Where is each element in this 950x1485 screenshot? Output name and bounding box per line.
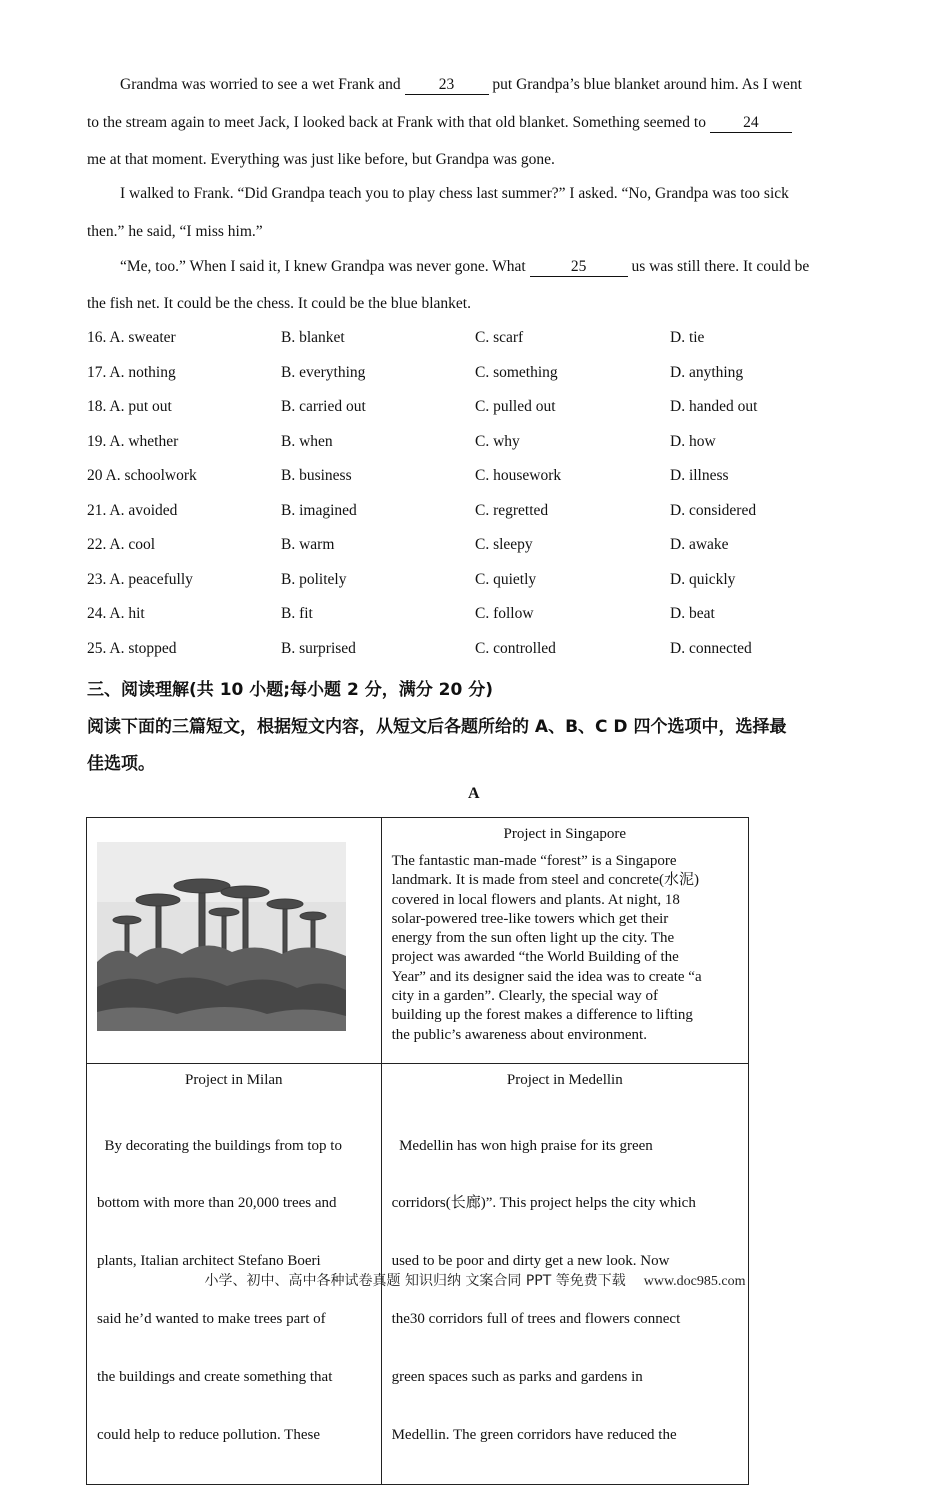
body-line: green spaces such as parks and gardens in	[391, 1369, 643, 1386]
option-c: C. follow	[475, 605, 534, 622]
option-b: B. business	[281, 467, 352, 484]
option-b: B. surprised	[281, 640, 356, 657]
option-d: D. quickly	[670, 571, 736, 588]
passage-text: “Me, too.” When I said it, I knew Grandpa was never gone. What	[120, 258, 530, 275]
body-line: solar-powered tree-like towers which get their	[391, 910, 669, 927]
footer-url[interactable]: www.doc985.com	[643, 1274, 746, 1289]
option-c: C. regretted	[475, 502, 549, 519]
project-body-milan	[97, 1098, 371, 1484]
option-b: B. when	[281, 433, 333, 450]
body-line: bottom with more than 20,000 trees and	[97, 1195, 337, 1212]
supertree-photo-image	[97, 842, 346, 1031]
option-d: D. how	[670, 433, 716, 450]
option-a: 20 A. schoolwork	[87, 467, 197, 484]
body-line: energy from the sun often light up the city. The	[391, 930, 675, 947]
body-line: building up the forest makes a difference to lifting	[391, 1007, 693, 1024]
option-d: D. beat	[670, 605, 715, 622]
body-line: landmark. It is made from steel and concrete(水泥)	[391, 872, 699, 889]
option-c: C. pulled out	[475, 398, 556, 415]
supertree-photo	[97, 842, 346, 1031]
blank-25: 25	[530, 258, 628, 277]
body-line: the30 corridors full of trees and flowers connect	[391, 1311, 681, 1328]
option-a: 24. A. hit	[87, 605, 145, 622]
option-c: C. housework	[475, 467, 562, 484]
project-body-singapore	[392, 852, 738, 1045]
blank-24: 24	[710, 114, 792, 133]
option-d: D. considered	[670, 502, 757, 519]
passage-line-5: then.” he said, “I miss him.”	[87, 223, 263, 240]
passage-line-6	[120, 258, 809, 277]
passage-text: to the stream again to meet Jack, I looked back at Frank with that old blanket. Something seemed to	[87, 114, 710, 131]
body-line: said he’d wanted to make trees part of	[97, 1311, 326, 1328]
body-line: Medellin. The green corridors have reduced the	[391, 1427, 677, 1444]
option-b: B. blanket	[281, 329, 345, 346]
project-title-medellin: Project in Medellin	[506, 1072, 623, 1088]
option-b: B. imagined	[281, 502, 357, 519]
passage-line-2	[87, 114, 792, 133]
body-line: project was awarded “the World Building of the	[391, 949, 679, 966]
body-line: plants, Italian architect Stefano Boeri	[97, 1253, 321, 1270]
option-d: D. illness	[670, 467, 729, 484]
body-line: the buildings and create something that	[97, 1369, 333, 1386]
option-a: 21. A. avoided	[87, 502, 178, 519]
option-c: C. why	[475, 433, 520, 450]
body-line: could help to reduce pollution. These	[97, 1427, 321, 1444]
passage-text: Grandma was worried to see a wet Frank and	[120, 76, 405, 93]
photo-cell	[87, 818, 382, 1064]
blank-23: 23	[405, 76, 489, 95]
passage-line-4: I walked to Frank. “Did Grandpa teach you to play chess last summer?” I asked. “No, Grandpa was too sick	[120, 185, 789, 202]
section-instruction-line-2: 佳选项。	[87, 754, 155, 774]
option-b: B. fit	[281, 605, 313, 622]
body-line: Year” and its designer said the idea was to create “a	[391, 968, 702, 985]
option-c: C. scarf	[475, 329, 524, 346]
project-title-singapore: Project in Singapore	[503, 826, 627, 842]
passage-letter: A	[468, 785, 480, 802]
option-d: D. tie	[670, 329, 705, 346]
body-line: city in a garden”. Clearly, the special way of	[391, 988, 659, 1005]
body-line: covered in local flowers and plants. At night, 18	[391, 891, 680, 908]
option-b: B. everything	[281, 364, 366, 381]
section-heading: 三、阅读理解(共 10 小题;每小题 2 分，满分 20 分)	[87, 680, 493, 700]
option-c: C. quietly	[475, 571, 537, 588]
section-instruction-line-1: 阅读下面的三篇短文，根据短文内容，从短文后各题所给的 A、B、C D 四个选项中，选择最	[87, 717, 787, 737]
option-c: C. sleepy	[475, 536, 533, 553]
option-a: 16. A. sweater	[87, 329, 176, 346]
option-d: D. connected	[670, 640, 752, 657]
option-a: 23. A. peacefully	[87, 571, 193, 588]
passage-line-1	[120, 76, 802, 95]
body-line: the public’s awareness about environment.	[391, 1026, 647, 1043]
option-a: 19. A. whether	[87, 433, 179, 450]
page-footer	[0, 1270, 950, 1290]
option-a: 18. A. put out	[87, 398, 172, 415]
option-a: 17. A. nothing	[87, 364, 176, 381]
footer-text: 小学、初中、高中各种试卷真题 知识归纳 文案合同 PPT 等免费下载	[204, 1273, 626, 1289]
body-line: corridors(长廊)”. This project helps the city which	[391, 1195, 696, 1212]
table-row	[87, 818, 749, 1064]
option-b: B. carried out	[281, 398, 366, 415]
option-d: D. anything	[670, 364, 744, 381]
body-line: used to be poor and dirty get a new look. Now	[391, 1253, 670, 1270]
passage-line-3: me at that moment. Everything was just like before, but Grandpa was gone.	[87, 151, 555, 168]
option-c: C. controlled	[475, 640, 556, 657]
body-line: Medellin has won high praise for its green	[391, 1137, 653, 1154]
body-line: By decorating the buildings from top to	[97, 1137, 342, 1154]
singapore-cell	[381, 818, 748, 1064]
projects-table	[86, 817, 749, 1485]
project-body-medellin	[392, 1098, 738, 1484]
option-b: B. warm	[281, 536, 335, 553]
option-a: 25. A. stopped	[87, 640, 177, 657]
body-line: The fantastic man-made “forest” is a Singapore	[391, 853, 677, 869]
passage-text: us was still there. It could be	[627, 258, 810, 275]
option-a: 22. A. cool	[87, 536, 156, 553]
project-title-milan: Project in Milan	[185, 1072, 283, 1088]
passage-line-7: the fish net. It could be the chess. It could be the blue blanket.	[87, 295, 471, 312]
option-c: C. something	[475, 364, 558, 381]
passage-text: put Grandpa’s blue blanket around him. As I went	[488, 76, 802, 93]
option-d: D. awake	[670, 536, 729, 553]
option-d: D. handed out	[670, 398, 758, 415]
option-b: B. politely	[281, 571, 347, 588]
